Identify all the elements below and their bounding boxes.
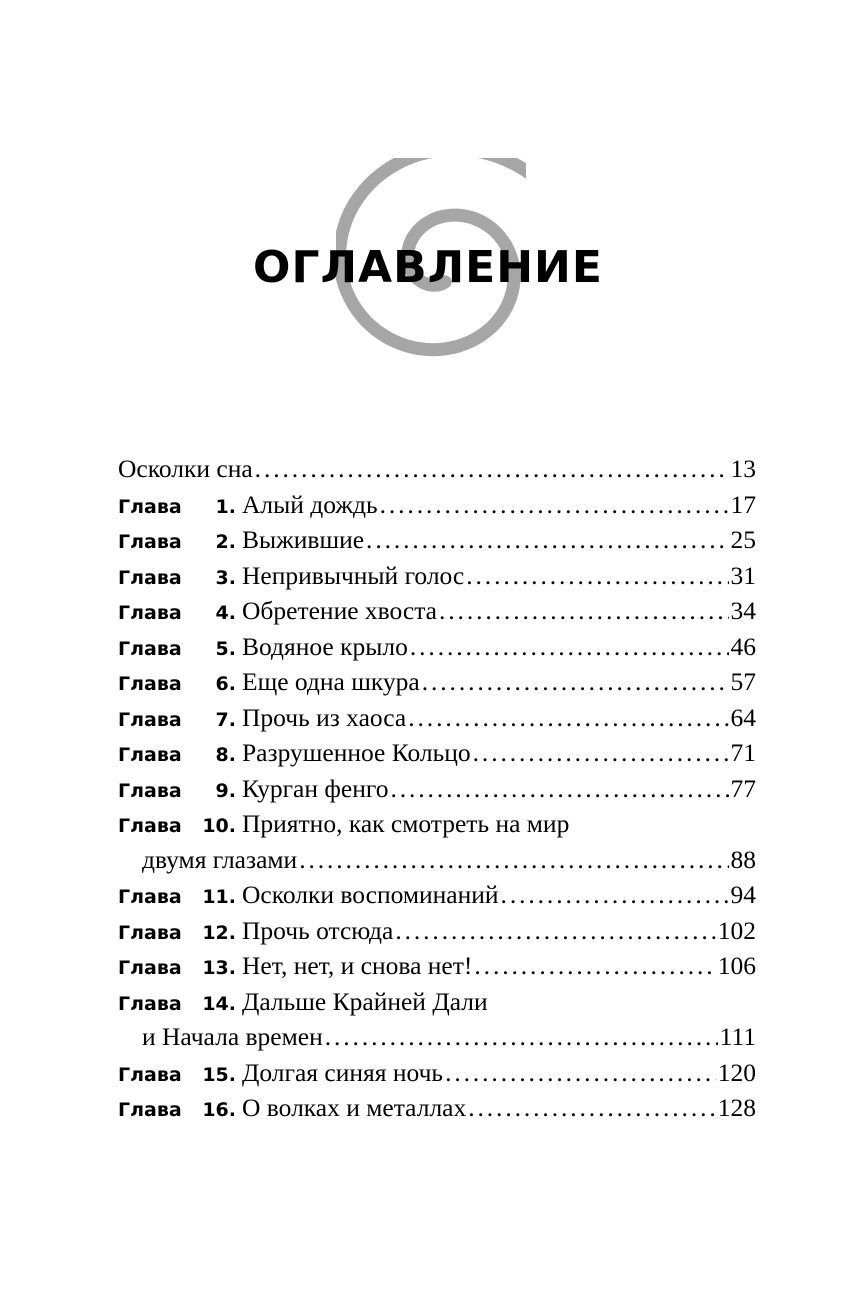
entry-page: 31 <box>730 560 756 590</box>
chapter-label: Глава <box>118 708 182 731</box>
entry-page: 57 <box>730 667 756 696</box>
chapter-number: 11. <box>202 886 236 908</box>
dot-leader <box>410 629 729 665</box>
dot-leader <box>325 1019 718 1055</box>
toc-entry-chapter-8[interactable] <box>118 735 756 771</box>
toc-entry-chapter-3[interactable] <box>118 558 756 594</box>
chapter-label: Глава <box>118 566 182 589</box>
chapter-number: 13. <box>202 957 236 979</box>
chapter-label: Глава <box>118 673 182 695</box>
toc-entry-chapter-14-continued[interactable] <box>118 1019 756 1055</box>
chapter-label: Глава <box>118 602 182 624</box>
entry-title: Дальше Крайней Дали <box>242 986 488 1016</box>
entry-title: Выжившие <box>242 525 365 554</box>
entry-page: 46 <box>730 631 756 661</box>
toc-entry-chapter-15[interactable] <box>118 1055 756 1091</box>
chapter-number: 7. <box>215 708 236 731</box>
entry-title: Прочь из хаоса <box>242 702 407 732</box>
page-title: ОГЛАВЛЕНИЕ <box>253 242 603 293</box>
entry-title: Алый дождь <box>242 489 378 519</box>
dot-leader <box>473 735 729 771</box>
chapter-number: 4. <box>215 602 236 624</box>
chapter-label: Глава <box>118 637 182 660</box>
dot-leader <box>501 877 729 913</box>
dot-leader <box>380 487 729 523</box>
entry-title: Курган фенго <box>242 773 389 803</box>
dot-leader <box>408 700 728 736</box>
toc-entry-prologue[interactable] <box>118 451 756 487</box>
chapter-label: Глава <box>118 815 182 837</box>
entry-page: 88 <box>730 844 756 874</box>
chapter-number: 6. <box>215 673 236 695</box>
chapter-number: 5. <box>215 637 236 660</box>
chapter-number: 16. <box>202 1099 236 1121</box>
heading-block <box>0 0 856 400</box>
chapter-number: 15. <box>202 1063 236 1086</box>
entry-title: Непривычный голос <box>242 560 465 590</box>
toc-entry-chapter-13[interactable] <box>118 948 756 984</box>
entry-title-continued: двумя глазами <box>142 844 298 874</box>
chapter-label: Глава <box>118 779 182 802</box>
toc-entry-chapter-12[interactable] <box>118 913 756 949</box>
chapter-number: 12. <box>202 921 236 944</box>
dot-leader <box>439 593 729 629</box>
toc-entry-chapter-10[interactable] <box>118 806 756 842</box>
entry-page: 102 <box>717 915 756 945</box>
entry-page: 34 <box>730 596 756 625</box>
chapter-number: 3. <box>215 566 236 589</box>
chapter-number: 8. <box>215 744 236 766</box>
chapter-number: 2. <box>215 531 236 553</box>
dot-leader <box>445 1055 716 1091</box>
dot-leader <box>390 771 728 807</box>
entry-title-continued: и Начала времен <box>142 1022 323 1051</box>
toc-entry-chapter-16[interactable] <box>118 1090 756 1126</box>
toc-entry-chapter-9[interactable] <box>118 771 756 807</box>
toc-entry-chapter-6[interactable] <box>118 664 756 700</box>
chapter-label: Глава <box>118 531 182 553</box>
entry-page: 111 <box>719 1022 756 1051</box>
toc-entry-chapter-5[interactable] <box>118 629 756 665</box>
chapter-label: Глава <box>118 957 182 979</box>
entry-page: 25 <box>730 525 756 554</box>
chapter-label: Глава <box>118 1099 182 1121</box>
entry-title: Долгая синяя ночь <box>242 1057 444 1087</box>
chapter-label: Глава <box>118 886 182 908</box>
entry-title: Прочь отсюда <box>242 915 394 945</box>
chapter-number: 1. <box>215 495 236 518</box>
entry-page: 17 <box>730 489 756 519</box>
entry-title: Разрушенное Кольцо <box>242 738 471 767</box>
dot-leader <box>466 558 728 594</box>
dot-leader <box>395 913 715 949</box>
toc-entry-chapter-2[interactable] <box>118 522 756 558</box>
entry-title: Водяное крыло <box>242 631 408 661</box>
chapter-label: Глава <box>118 921 182 944</box>
entry-title: Осколки воспоминаний <box>242 880 499 909</box>
entry-title: Еще одна шкура <box>242 667 420 696</box>
entry-page: 94 <box>730 880 756 909</box>
chapter-label: Глава <box>118 992 182 1015</box>
dot-leader <box>299 842 728 878</box>
dot-leader <box>255 451 729 487</box>
entry-title: О волках и металлах <box>242 1093 467 1122</box>
dot-leader <box>366 522 728 558</box>
entry-page: 71 <box>730 738 756 767</box>
table-of-contents <box>118 451 756 1126</box>
entry-page: 13 <box>730 454 756 483</box>
chapter-number: 14. <box>202 992 236 1015</box>
chapter-number: 10. <box>202 815 236 837</box>
chapter-label: Глава <box>118 495 182 518</box>
toc-entry-chapter-4[interactable] <box>118 593 756 629</box>
toc-entry-chapter-14[interactable] <box>118 984 756 1020</box>
entry-title: Нет, нет, и снова нет! <box>242 951 473 980</box>
chapter-label: Глава <box>118 744 182 766</box>
toc-entry-chapter-11[interactable] <box>118 877 756 913</box>
toc-entry-chapter-7[interactable] <box>118 700 756 736</box>
entry-page: 128 <box>717 1093 756 1122</box>
entry-title: Обретение хвоста <box>242 596 437 625</box>
entry-page: 64 <box>730 702 756 732</box>
chapter-number: 9. <box>215 779 236 802</box>
dot-leader <box>468 1090 716 1126</box>
chapter-label: Глава <box>118 1063 182 1086</box>
toc-entry-chapter-10-continued[interactable] <box>118 842 756 878</box>
entry-title: Приятно, как смотреть на мир <box>242 809 570 838</box>
entry-title: Осколки сна <box>118 454 253 483</box>
dot-leader <box>474 948 715 984</box>
entry-page: 106 <box>717 951 756 980</box>
toc-entry-chapter-1[interactable] <box>118 487 756 523</box>
entry-page: 120 <box>717 1057 756 1087</box>
entry-page: 77 <box>730 773 756 803</box>
dot-leader <box>422 664 729 700</box>
